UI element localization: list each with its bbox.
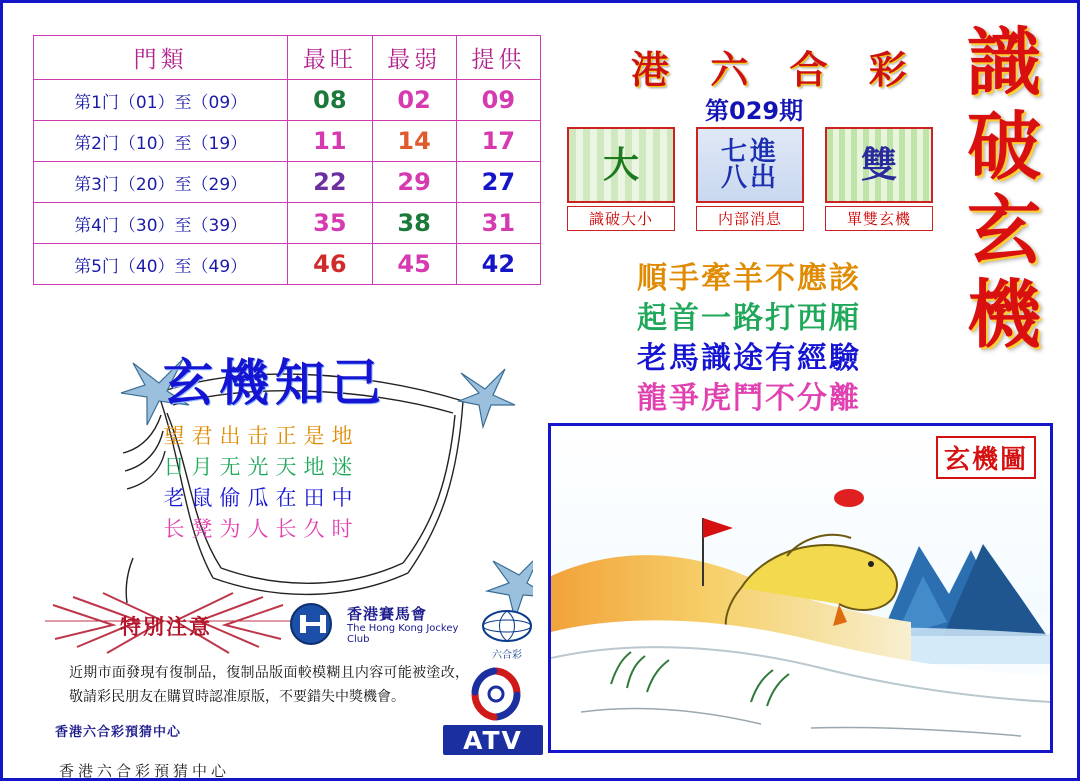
box-glyph-double: 雙 xyxy=(825,127,933,203)
footer-text: 香港六合彩預猜中心 xyxy=(59,762,231,780)
feature-box-inside-news xyxy=(696,127,804,231)
poem-char: 天 xyxy=(275,455,303,479)
row-hot-number: 35 xyxy=(288,203,372,244)
page-title: 識破玄機 xyxy=(967,20,1041,358)
poem-char: 田 xyxy=(303,486,331,510)
issue-number: 第029期 xyxy=(705,97,804,125)
row-hot-number: 46 xyxy=(288,244,372,285)
poem-char: 望 xyxy=(163,424,191,448)
row-hot-number: 08 xyxy=(288,80,372,121)
verse-line: 起首一路打西厢 xyxy=(637,301,861,336)
mark-six-logo xyxy=(481,609,533,661)
mark-six-icon xyxy=(481,609,533,643)
brand-title: 港 六 合 彩 xyxy=(631,47,921,92)
poem-char: 是 xyxy=(303,424,331,448)
prediction-table xyxy=(33,35,541,285)
poem-char: 偷 xyxy=(219,486,247,510)
atv-swirl-icon xyxy=(465,663,527,725)
poem-char: 出 xyxy=(219,424,247,448)
row-offer-number: 42 xyxy=(456,244,540,285)
row-label: 第5门（40）至（49） xyxy=(34,244,288,285)
table-header-row xyxy=(34,36,541,80)
col-header-hot: 最旺 xyxy=(288,36,372,80)
poem-line xyxy=(163,514,419,545)
row-cold-number: 45 xyxy=(372,244,456,285)
xuanji-title: 玄機知己 xyxy=(163,353,387,412)
poem-line xyxy=(163,421,419,452)
verse-line: 順手牽羊不應該 xyxy=(637,261,861,296)
picture-label: 玄機圖 xyxy=(936,436,1036,479)
poem-char: 月 xyxy=(191,455,219,479)
jockey-club-icon xyxy=(287,601,339,647)
row-hot-number: 11 xyxy=(288,121,372,162)
box-caption-inside-news: 内部消息 xyxy=(696,206,804,231)
row-label: 第2门（10）至（19） xyxy=(34,121,288,162)
poem-char: 光 xyxy=(247,455,275,479)
poem-char: 长 xyxy=(275,517,303,541)
row-cold-number: 14 xyxy=(372,121,456,162)
jockey-club-logo xyxy=(287,601,467,647)
row-offer-number: 31 xyxy=(456,203,540,244)
verse-line: 龍爭虎鬥不分離 xyxy=(637,381,861,416)
poem-char: 地 xyxy=(303,455,331,479)
poem-char: 瓜 xyxy=(247,486,275,510)
center-stamp: 香港六合彩預猜中心 xyxy=(55,725,182,740)
row-offer-number: 09 xyxy=(456,80,540,121)
poem-char: 地 xyxy=(331,424,359,448)
poem-char: 老 xyxy=(163,486,191,510)
table-row xyxy=(34,162,541,203)
feature-box-oddeven xyxy=(825,127,933,231)
col-header-offer: 提供 xyxy=(456,36,540,80)
special-notice-badge: 特別注意 xyxy=(120,614,212,639)
box-glyph-inout xyxy=(696,127,804,203)
poem-char: 人 xyxy=(247,517,275,541)
box-line2: 八出 xyxy=(720,163,779,193)
row-label: 第4门（30）至（39） xyxy=(34,203,288,244)
table-row xyxy=(34,80,541,121)
verse-list xyxy=(569,259,929,419)
box-caption-oddeven: 單雙玄機 xyxy=(825,206,933,231)
table-row xyxy=(34,244,541,285)
poem-line xyxy=(163,452,419,483)
poem-char: 长 xyxy=(163,517,191,541)
poem-char: 迷 xyxy=(331,455,359,479)
xuanji-picture-panel xyxy=(548,423,1053,753)
jockey-club-cn: 香港賽馬會 xyxy=(347,605,428,623)
atv-logo: ATV xyxy=(443,725,543,755)
row-label: 第1门（01）至（09） xyxy=(34,80,288,121)
box-caption-size: 識破大小 xyxy=(567,206,675,231)
poem-char: 无 xyxy=(219,455,247,479)
row-offer-number: 27 xyxy=(456,162,540,203)
poem-block xyxy=(163,421,419,545)
row-offer-number: 17 xyxy=(456,121,540,162)
poem-char: 中 xyxy=(331,486,359,510)
poem-char: 时 xyxy=(331,517,359,541)
feature-boxes xyxy=(563,127,943,251)
mark-six-label: 六合彩 xyxy=(492,650,522,661)
poem-char: 日 xyxy=(163,455,191,479)
row-cold-number: 38 xyxy=(372,203,456,244)
poem-char: 为 xyxy=(219,517,247,541)
poem-char: 击 xyxy=(247,424,275,448)
poem-char: 久 xyxy=(303,517,331,541)
poem-char: 君 xyxy=(191,424,219,448)
table-row xyxy=(34,203,541,244)
poem-char: 在 xyxy=(275,486,303,510)
poem-char: 鼠 xyxy=(191,486,219,510)
row-label: 第3门（20）至（29） xyxy=(34,162,288,203)
table-row xyxy=(34,121,541,162)
col-header-category: 門類 xyxy=(34,36,288,80)
feature-box-size xyxy=(567,127,675,231)
poem-char: 正 xyxy=(275,424,303,448)
row-cold-number: 29 xyxy=(372,162,456,203)
box-line1: 七進 xyxy=(720,137,779,167)
notice-paragraph: 近期市面發現有復制品，復制品版面較模糊且内容可能被塗改，敬請彩民朋友在購買時認准原版，不要錯失中獎機會。 xyxy=(69,665,469,705)
poem-char: 凳 xyxy=(191,517,219,541)
col-header-cold: 最弱 xyxy=(372,36,456,80)
box-glyph-big: 大 xyxy=(567,127,675,203)
poem-line xyxy=(163,483,419,514)
row-cold-number: 02 xyxy=(372,80,456,121)
verse-line: 老馬識途有經驗 xyxy=(637,341,861,376)
row-hot-number: 22 xyxy=(288,162,372,203)
jockey-club-en: The Hong Kong Jockey Club xyxy=(347,623,459,645)
